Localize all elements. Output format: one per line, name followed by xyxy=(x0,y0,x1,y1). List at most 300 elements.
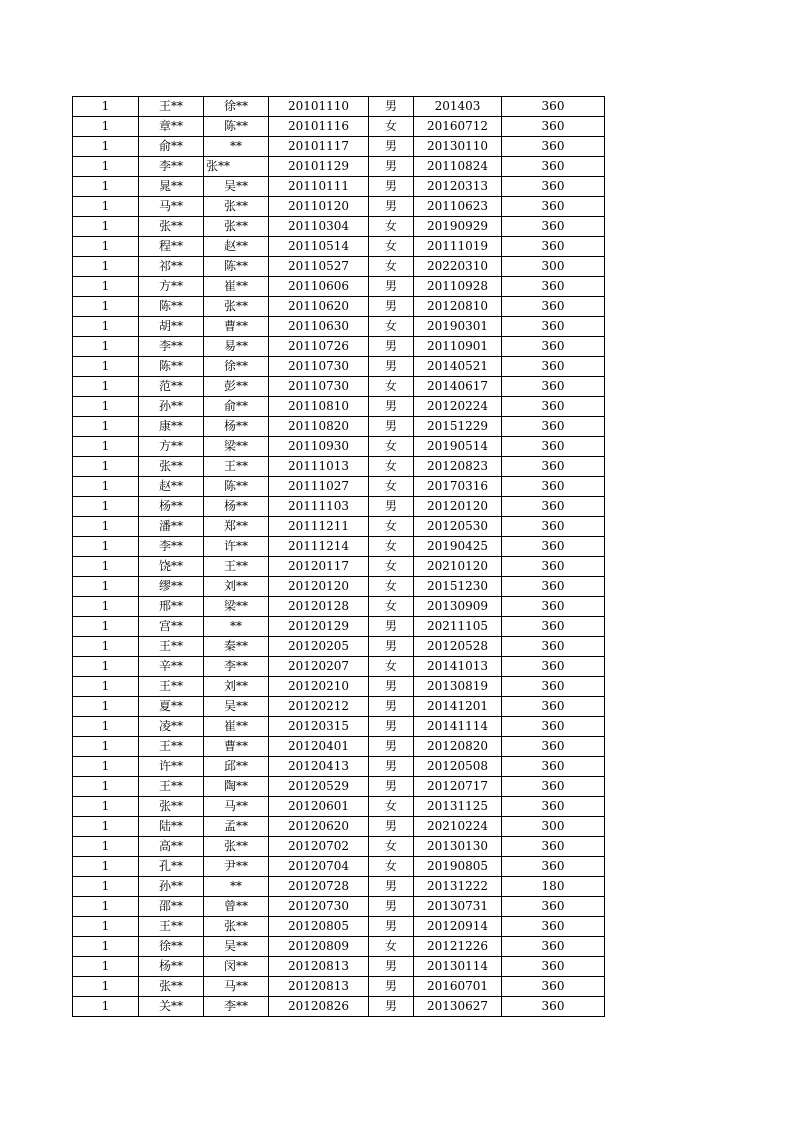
index-cell: 1 xyxy=(73,937,139,957)
gender-cell: 男 xyxy=(369,197,414,217)
gender-cell: 女 xyxy=(369,457,414,477)
table-row xyxy=(73,277,605,297)
name-cell: 关** xyxy=(139,997,204,1017)
table-row xyxy=(73,897,605,917)
amount-cell: 300 xyxy=(502,257,605,277)
contact-cell: 梁** xyxy=(204,597,269,617)
name-cell: 王** xyxy=(139,677,204,697)
end-date-cell: 20120820 xyxy=(414,737,502,757)
contact-cell: 王** xyxy=(204,557,269,577)
index-cell: 1 xyxy=(73,677,139,697)
table-row xyxy=(73,297,605,317)
table-row xyxy=(73,577,605,597)
gender-cell: 男 xyxy=(369,997,414,1017)
gender-cell: 男 xyxy=(369,397,414,417)
date-cell: 20101117 xyxy=(269,137,369,157)
contact-cell: 张** xyxy=(204,197,269,217)
table-row xyxy=(73,957,605,977)
table-row xyxy=(73,177,605,197)
table-body xyxy=(73,97,605,1017)
amount-cell: 360 xyxy=(502,577,605,597)
index-cell: 1 xyxy=(73,897,139,917)
contact-cell: 张** xyxy=(204,297,269,317)
table-row xyxy=(73,557,605,577)
index-cell: 1 xyxy=(73,177,139,197)
contact-cell: 徐** xyxy=(204,357,269,377)
end-date-cell: 20130909 xyxy=(414,597,502,617)
name-cell: 张** xyxy=(139,217,204,237)
gender-cell: 男 xyxy=(369,277,414,297)
index-cell: 1 xyxy=(73,557,139,577)
end-date-cell: 20220310 xyxy=(414,257,502,277)
amount-cell: 360 xyxy=(502,277,605,297)
index-cell: 1 xyxy=(73,337,139,357)
table-row xyxy=(73,757,605,777)
name-cell: 范** xyxy=(139,377,204,397)
amount-cell: 300 xyxy=(502,817,605,837)
amount-cell: 360 xyxy=(502,977,605,997)
name-cell: 王** xyxy=(139,777,204,797)
index-cell: 1 xyxy=(73,457,139,477)
amount-cell: 360 xyxy=(502,797,605,817)
name-cell: 饶** xyxy=(139,557,204,577)
contact-cell: 许** xyxy=(204,537,269,557)
table-row xyxy=(73,737,605,757)
end-date-cell: 20120224 xyxy=(414,397,502,417)
date-cell: 20110726 xyxy=(269,337,369,357)
date-cell: 20101110 xyxy=(269,97,369,117)
index-cell: 1 xyxy=(73,657,139,677)
amount-cell: 360 xyxy=(502,137,605,157)
index-cell: 1 xyxy=(73,357,139,377)
name-cell: 杨** xyxy=(139,957,204,977)
contact-cell: 陈** xyxy=(204,257,269,277)
end-date-cell: 20130731 xyxy=(414,897,502,917)
date-cell: 20120128 xyxy=(269,597,369,617)
name-cell: 王** xyxy=(139,737,204,757)
gender-cell: 女 xyxy=(369,557,414,577)
end-date-cell: 20110928 xyxy=(414,277,502,297)
amount-cell: 360 xyxy=(502,457,605,477)
gender-cell: 男 xyxy=(369,957,414,977)
date-cell: 20110620 xyxy=(269,297,369,317)
amount-cell: 360 xyxy=(502,397,605,417)
amount-cell: 360 xyxy=(502,677,605,697)
name-cell: 康** xyxy=(139,417,204,437)
date-cell: 20110730 xyxy=(269,357,369,377)
name-cell: 杨** xyxy=(139,497,204,517)
date-cell: 20110304 xyxy=(269,217,369,237)
end-date-cell: 20130130 xyxy=(414,837,502,857)
end-date-cell: 20120823 xyxy=(414,457,502,477)
name-cell: 张** xyxy=(139,977,204,997)
name-cell: 李** xyxy=(139,537,204,557)
end-date-cell: 20151229 xyxy=(414,417,502,437)
amount-cell: 360 xyxy=(502,437,605,457)
amount-cell: 360 xyxy=(502,757,605,777)
date-cell: 20110606 xyxy=(269,277,369,297)
index-cell: 1 xyxy=(73,877,139,897)
gender-cell: 男 xyxy=(369,917,414,937)
end-date-cell: 20130110 xyxy=(414,137,502,157)
index-cell: 1 xyxy=(73,257,139,277)
table-row xyxy=(73,397,605,417)
gender-cell: 女 xyxy=(369,857,414,877)
table-row xyxy=(73,217,605,237)
date-cell: 20120315 xyxy=(269,717,369,737)
end-date-cell: 20190929 xyxy=(414,217,502,237)
amount-cell: 360 xyxy=(502,697,605,717)
name-cell: 方** xyxy=(139,277,204,297)
date-cell: 20120207 xyxy=(269,657,369,677)
gender-cell: 男 xyxy=(369,817,414,837)
index-cell: 1 xyxy=(73,157,139,177)
index-cell: 1 xyxy=(73,917,139,937)
index-cell: 1 xyxy=(73,417,139,437)
end-date-cell: 20160701 xyxy=(414,977,502,997)
contact-cell: 徐** xyxy=(204,97,269,117)
gender-cell: 男 xyxy=(369,897,414,917)
contact-cell: 陈** xyxy=(204,477,269,497)
end-date-cell: 20140521 xyxy=(414,357,502,377)
name-cell: 凌** xyxy=(139,717,204,737)
name-cell: 缪** xyxy=(139,577,204,597)
index-cell: 1 xyxy=(73,397,139,417)
end-date-cell: 20190301 xyxy=(414,317,502,337)
amount-cell: 360 xyxy=(502,197,605,217)
date-cell: 20120813 xyxy=(269,977,369,997)
date-cell: 20120117 xyxy=(269,557,369,577)
date-cell: 20120728 xyxy=(269,877,369,897)
end-date-cell: 20130627 xyxy=(414,997,502,1017)
date-cell: 20110930 xyxy=(269,437,369,457)
contact-cell: 陈** xyxy=(204,117,269,137)
name-cell: 宫** xyxy=(139,617,204,637)
end-date-cell: 20120717 xyxy=(414,777,502,797)
name-cell: 赵** xyxy=(139,477,204,497)
index-cell: 1 xyxy=(73,517,139,537)
gender-cell: 男 xyxy=(369,977,414,997)
contact-cell: 梁** xyxy=(204,437,269,457)
end-date-cell: 20141013 xyxy=(414,657,502,677)
data-table xyxy=(72,96,605,1017)
table-row xyxy=(73,937,605,957)
end-date-cell: 20120313 xyxy=(414,177,502,197)
contact-cell: 刘** xyxy=(204,677,269,697)
table-row xyxy=(73,677,605,697)
contact-cell: 张** xyxy=(204,917,269,937)
amount-cell: 360 xyxy=(502,477,605,497)
name-cell: 邵** xyxy=(139,897,204,917)
table-row xyxy=(73,417,605,437)
contact-cell: 邱** xyxy=(204,757,269,777)
end-date-cell: 20120810 xyxy=(414,297,502,317)
end-date-cell: 20121226 xyxy=(414,937,502,957)
index-cell: 1 xyxy=(73,97,139,117)
index-cell: 1 xyxy=(73,537,139,557)
date-cell: 20120205 xyxy=(269,637,369,657)
contact-cell: ** xyxy=(204,137,269,157)
end-date-cell: 20130819 xyxy=(414,677,502,697)
end-date-cell: 201403 xyxy=(414,97,502,117)
contact-cell: 刘** xyxy=(204,577,269,597)
amount-cell: 360 xyxy=(502,637,605,657)
end-date-cell: 20160712 xyxy=(414,117,502,137)
index-cell: 1 xyxy=(73,777,139,797)
date-cell: 20110730 xyxy=(269,377,369,397)
name-cell: 章** xyxy=(139,117,204,137)
date-cell: 20120529 xyxy=(269,777,369,797)
name-cell: 方** xyxy=(139,437,204,457)
table-row xyxy=(73,457,605,477)
name-cell: 王** xyxy=(139,637,204,657)
name-cell: 程** xyxy=(139,237,204,257)
date-cell: 20120120 xyxy=(269,577,369,597)
gender-cell: 男 xyxy=(369,777,414,797)
index-cell: 1 xyxy=(73,977,139,997)
contact-cell: 马** xyxy=(204,797,269,817)
gender-cell: 男 xyxy=(369,137,414,157)
index-cell: 1 xyxy=(73,437,139,457)
end-date-cell: 20131125 xyxy=(414,797,502,817)
gender-cell: 男 xyxy=(369,177,414,197)
end-date-cell: 20120530 xyxy=(414,517,502,537)
table-row xyxy=(73,437,605,457)
amount-cell: 360 xyxy=(502,657,605,677)
contact-cell: ** xyxy=(204,617,269,637)
table-row xyxy=(73,517,605,537)
date-cell: 20120413 xyxy=(269,757,369,777)
name-cell: 王** xyxy=(139,917,204,937)
end-date-cell: 20131222 xyxy=(414,877,502,897)
name-cell: 孔** xyxy=(139,857,204,877)
name-cell: 陈** xyxy=(139,357,204,377)
amount-cell: 360 xyxy=(502,97,605,117)
date-cell: 20120805 xyxy=(269,917,369,937)
table-row xyxy=(73,137,605,157)
amount-cell: 360 xyxy=(502,897,605,917)
name-cell: 胡** xyxy=(139,317,204,337)
contact-cell: 张** xyxy=(204,837,269,857)
contact-cell: 张** xyxy=(204,217,269,237)
name-cell: 马** xyxy=(139,197,204,217)
gender-cell: 女 xyxy=(369,837,414,857)
end-date-cell: 20120120 xyxy=(414,497,502,517)
date-cell: 20120401 xyxy=(269,737,369,757)
index-cell: 1 xyxy=(73,717,139,737)
amount-cell: 180 xyxy=(502,877,605,897)
date-cell: 20111214 xyxy=(269,537,369,557)
index-cell: 1 xyxy=(73,757,139,777)
index-cell: 1 xyxy=(73,737,139,757)
contact-cell: 王** xyxy=(204,457,269,477)
gender-cell: 女 xyxy=(369,657,414,677)
date-cell: 20110630 xyxy=(269,317,369,337)
amount-cell: 360 xyxy=(502,177,605,197)
end-date-cell: 20110901 xyxy=(414,337,502,357)
table-row xyxy=(73,657,605,677)
end-date-cell: 20120528 xyxy=(414,637,502,657)
amount-cell: 360 xyxy=(502,777,605,797)
table-row xyxy=(73,777,605,797)
name-cell: 徐** xyxy=(139,937,204,957)
name-cell: 陆** xyxy=(139,817,204,837)
end-date-cell: 20210120 xyxy=(414,557,502,577)
amount-cell: 360 xyxy=(502,337,605,357)
name-cell: 王** xyxy=(139,97,204,117)
date-cell: 20120730 xyxy=(269,897,369,917)
amount-cell: 360 xyxy=(502,737,605,757)
contact-cell: 吴** xyxy=(204,937,269,957)
name-cell: 夏** xyxy=(139,697,204,717)
gender-cell: 女 xyxy=(369,797,414,817)
name-cell: 高** xyxy=(139,837,204,857)
contact-cell: 吴** xyxy=(204,177,269,197)
name-cell: 辛** xyxy=(139,657,204,677)
table-row xyxy=(73,977,605,997)
name-cell: 张** xyxy=(139,457,204,477)
index-cell: 1 xyxy=(73,817,139,837)
gender-cell: 男 xyxy=(369,357,414,377)
index-cell: 1 xyxy=(73,497,139,517)
contact-cell: 尹** xyxy=(204,857,269,877)
end-date-cell: 20120914 xyxy=(414,917,502,937)
gender-cell: 女 xyxy=(369,437,414,457)
gender-cell: 男 xyxy=(369,497,414,517)
table-row xyxy=(73,237,605,257)
end-date-cell: 20170316 xyxy=(414,477,502,497)
contact-cell: 郑** xyxy=(204,517,269,537)
date-cell: 20110111 xyxy=(269,177,369,197)
date-cell: 20120813 xyxy=(269,957,369,977)
table-row xyxy=(73,357,605,377)
gender-cell: 男 xyxy=(369,677,414,697)
end-date-cell: 20141201 xyxy=(414,697,502,717)
date-cell: 20120826 xyxy=(269,997,369,1017)
contact-cell: 崔** xyxy=(204,717,269,737)
index-cell: 1 xyxy=(73,857,139,877)
date-cell: 20110514 xyxy=(269,237,369,257)
contact-cell: 马** xyxy=(204,977,269,997)
gender-cell: 男 xyxy=(369,737,414,757)
gender-cell: 男 xyxy=(369,337,414,357)
end-date-cell: 20110824 xyxy=(414,157,502,177)
gender-cell: 男 xyxy=(369,297,414,317)
end-date-cell: 20190805 xyxy=(414,857,502,877)
contact-cell: 曹** xyxy=(204,737,269,757)
date-cell: 20120620 xyxy=(269,817,369,837)
contact-cell: 曹** xyxy=(204,317,269,337)
gender-cell: 女 xyxy=(369,317,414,337)
end-date-cell: 20111019 xyxy=(414,237,502,257)
index-cell: 1 xyxy=(73,317,139,337)
table-row xyxy=(73,197,605,217)
table-row xyxy=(73,817,605,837)
gender-cell: 男 xyxy=(369,417,414,437)
name-cell: 孙** xyxy=(139,397,204,417)
date-cell: 20110810 xyxy=(269,397,369,417)
contact-cell: 吴** xyxy=(204,697,269,717)
amount-cell: 360 xyxy=(502,317,605,337)
contact-cell: 崔** xyxy=(204,277,269,297)
date-cell: 20120704 xyxy=(269,857,369,877)
date-cell: 20120601 xyxy=(269,797,369,817)
date-cell: 20111103 xyxy=(269,497,369,517)
table-row xyxy=(73,917,605,937)
contact-cell: 陶** xyxy=(204,777,269,797)
contact-cell: 赵** xyxy=(204,237,269,257)
name-cell: 陈** xyxy=(139,297,204,317)
table-row xyxy=(73,337,605,357)
index-cell: 1 xyxy=(73,597,139,617)
contact-cell: 曾** xyxy=(204,897,269,917)
amount-cell: 360 xyxy=(502,517,605,537)
name-cell: 张** xyxy=(139,797,204,817)
table-row xyxy=(73,117,605,137)
index-cell: 1 xyxy=(73,477,139,497)
table-row xyxy=(73,877,605,897)
contact-cell: 俞** xyxy=(204,397,269,417)
index-cell: 1 xyxy=(73,217,139,237)
gender-cell: 男 xyxy=(369,97,414,117)
table-row xyxy=(73,97,605,117)
amount-cell: 360 xyxy=(502,297,605,317)
contact-cell: 张** xyxy=(204,157,269,177)
table-row xyxy=(73,257,605,277)
name-cell: 许** xyxy=(139,757,204,777)
end-date-cell: 20190425 xyxy=(414,537,502,557)
name-cell: 李** xyxy=(139,157,204,177)
date-cell: 20111013 xyxy=(269,457,369,477)
table-row xyxy=(73,717,605,737)
amount-cell: 360 xyxy=(502,597,605,617)
index-cell: 1 xyxy=(73,137,139,157)
index-cell: 1 xyxy=(73,837,139,857)
index-cell: 1 xyxy=(73,197,139,217)
name-cell: 晁** xyxy=(139,177,204,197)
table-row xyxy=(73,837,605,857)
date-cell: 20110120 xyxy=(269,197,369,217)
date-cell: 20120809 xyxy=(269,937,369,957)
table-row xyxy=(73,537,605,557)
gender-cell: 女 xyxy=(369,237,414,257)
amount-cell: 360 xyxy=(502,937,605,957)
date-cell: 20120210 xyxy=(269,677,369,697)
index-cell: 1 xyxy=(73,997,139,1017)
gender-cell: 女 xyxy=(369,477,414,497)
amount-cell: 360 xyxy=(502,357,605,377)
amount-cell: 360 xyxy=(502,377,605,397)
contact-cell: 李** xyxy=(204,997,269,1017)
index-cell: 1 xyxy=(73,957,139,977)
gender-cell: 女 xyxy=(369,537,414,557)
date-cell: 20110527 xyxy=(269,257,369,277)
table-row xyxy=(73,617,605,637)
contact-cell: 孟** xyxy=(204,817,269,837)
date-cell: 20101116 xyxy=(269,117,369,137)
date-cell: 20120129 xyxy=(269,617,369,637)
gender-cell: 女 xyxy=(369,117,414,137)
end-date-cell: 20110623 xyxy=(414,197,502,217)
index-cell: 1 xyxy=(73,117,139,137)
amount-cell: 360 xyxy=(502,237,605,257)
amount-cell: 360 xyxy=(502,997,605,1017)
index-cell: 1 xyxy=(73,697,139,717)
amount-cell: 360 xyxy=(502,957,605,977)
index-cell: 1 xyxy=(73,377,139,397)
contact-cell: 闵** xyxy=(204,957,269,977)
amount-cell: 360 xyxy=(502,217,605,237)
